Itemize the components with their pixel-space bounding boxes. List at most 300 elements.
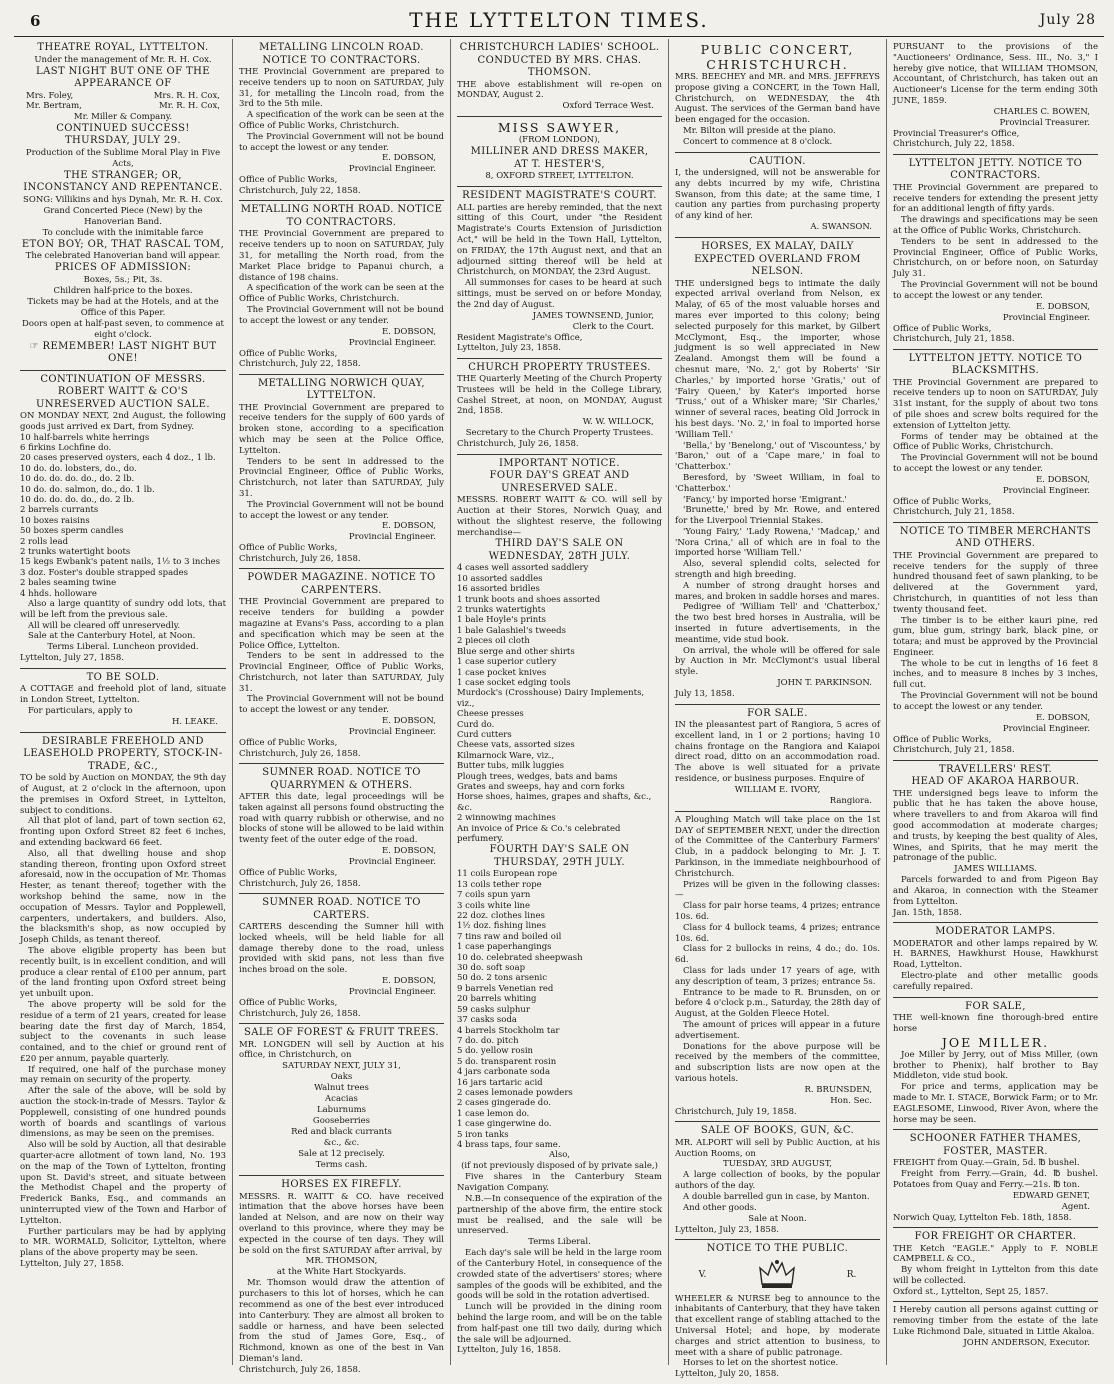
ad-date: Christchurch, July 21, 1858. [893, 334, 1015, 345]
column-5 [886, 39, 1104, 1365]
ad-office: Office of Public Works, [239, 348, 338, 359]
ad-text: A specification of the work can be seen at the Office of Public Works, Christchurch. [239, 110, 444, 131]
ad-heading: FOR SALE. [747, 707, 808, 719]
auctioneer-license-ad [893, 39, 1098, 155]
ad-text: By whom freight in Lyttelton from this date will be collected. [893, 1265, 1098, 1287]
ad-text: After the sale of the above, will be sold by auction the stock-in-trade of Messrs. Taylor & Popplewell, consisting of one hundred pounds worth of boards and scantlings of various dimensions, as may be seen on the premises. [20, 1086, 226, 1140]
ad-text: AFTER this date, legal proceedings will be taken against all persons found obstructing the road with quarry rubbish or otherwise, and no blocks of stone will be allowed to be laid within twenty feet of the outer edge of the road. [239, 792, 444, 846]
ad-line: (if not previously disposed of by private sale,) [461, 1161, 658, 1172]
ad-date: Christchurch, July 26, 1858. [239, 1364, 361, 1375]
list-item: 3 doz. Foster's double strapped spades [20, 567, 188, 578]
list-item: 1 bale Hoyle's prints [457, 615, 547, 626]
books-sale-ad [675, 1122, 880, 1240]
ad-subheading: FOUR DAY'S GREAT AND UNRESERVED SALE. [489, 470, 630, 494]
ad-office: Office of Public Works, [893, 323, 992, 334]
list-item: Walnut trees [314, 1083, 369, 1094]
signature-title: Provincial Engineer. [1002, 723, 1090, 734]
list-item: 2 cases lemonade powders [457, 1087, 573, 1098]
ad-subheading: AT T. HESTER'S, [514, 158, 605, 170]
ad-line: Under the management of Mr. R. H. Cox. [34, 54, 212, 65]
ad-text: MRS. BEECHEY and MR. and MRS. JEFFREYS propose giving a CONCERT, in the Town Hall, Christchurch, on WEDNESDAY, the 4th August. The services of the German band have been engaged for the occasion. [675, 72, 880, 126]
signature: E. DOBSON, [381, 326, 436, 337]
ad-heading: LYTTELTON JETTY. NOTICE TO BLACKSMITHS. [908, 352, 1083, 377]
ad-text: The Provincial Government will not be bound to accept the lowest or any tender. [239, 131, 444, 153]
list-item: 20 barrels whiting [457, 994, 537, 1005]
ad-text: Also, several splendid colts, selected for strength and high breeding. [675, 559, 880, 581]
ad-text: MR. ALPORT will sell by Public Auction, at his Auction Rooms, on [675, 1137, 880, 1159]
ad-text: Freight from Ferry.—Grain, 4d. ℔ bushel. Potatoes from Quay and Ferry.—21s. ℔ ton. [893, 1169, 1098, 1190]
list-item: Curd do. [457, 719, 495, 730]
list-item: Grates and sweeps, hay and corn forks [457, 781, 625, 792]
ad-heading: METALLING LINCOLN ROAD. NOTICE TO CONTRACTORS. [259, 42, 424, 66]
caution-ad [675, 153, 880, 238]
ad-text: For particulars, apply to [28, 705, 133, 716]
horses-firefly-ad [239, 1176, 444, 1379]
ad-text: Beresford, by 'Sweet William, in foal to 'Chatterbox.' [675, 472, 880, 494]
ad-text: THE Ketch "EAGLE." Apply to F. NOBLE CAMPBELL & CO., [893, 1243, 1098, 1265]
ad-subheading: ☞ REMEMBER! LAST NIGHT BUT ONE! [29, 340, 217, 364]
ad-line: Children half-price to the boxes. [53, 285, 193, 296]
ad-date: Christchurch, July 22, 1858. [239, 185, 361, 196]
list-item: 7 tins raw and boiled oil [457, 931, 562, 942]
list-item: 20 cases preserved oysters, each 4 doz., 1 lb. [20, 453, 216, 464]
goods-list [457, 563, 662, 844]
signature-title: Provincial Engineer. [348, 727, 436, 738]
list-item: 50 do. 2 tons arsenic [457, 973, 547, 984]
ad-text: The amount of prices will appear in a future advertisement. [675, 1019, 880, 1041]
issue-date: July 28 [1039, 12, 1096, 28]
ad-text: 'Young Fairy,' 'Lady Rowena,' 'Madcap,' and 'Nora Crina,' all of which are in foal to the imported horse 'William Tell.' [675, 526, 880, 559]
sale-day-heading: FOURTH DAY'S SALE ON THURSDAY, 29TH JULY. [489, 844, 630, 868]
ad-text: 'Brunette,' bred by Mr. Rowe, and entered for the Liverpool Triennial Stakes. [675, 505, 880, 527]
norwich-quay-ad [239, 375, 444, 570]
list-item: 16 assorted bridles [457, 584, 540, 595]
ad-text: THE undersigned begs leave to inform the public that he has taken the above house, where travellers to and from Akaroa will find good accommodation at moderate charges; and trusts, by keeping the best quality of Ales, Wines, and Spirits, that he may merit the patronage of the public. [893, 788, 1098, 864]
list-item: 37 casks soda [457, 1015, 517, 1026]
list-item: 2 trunks watertights [457, 605, 546, 616]
horse-name: JOE MILLER. [941, 1034, 1050, 1050]
ad-subheading: HEAD OF AKAROA HARBOUR. [911, 776, 1080, 788]
signature: WILLIAM E. IVORY, [734, 784, 821, 795]
list-item: 2 pieces oil cloth [457, 636, 530, 647]
ad-heading: RESIDENT MAGISTRATE'S COURT. [462, 190, 657, 202]
ad-date: Christchurch, July 26, 1858. [239, 553, 361, 564]
list-item: 1 trunk boots and shoes assorted [457, 594, 601, 605]
ad-date: July 13, 1858. [675, 689, 735, 700]
ad-date: Lyttelton, July 23, 1858. [675, 1224, 779, 1235]
ad-office: Provincial Treasurer's Office, [893, 128, 1020, 139]
ad-address: Rangiora. [829, 795, 872, 806]
signature: W. W. WILLOCK, [582, 417, 654, 428]
signature-title: Secretary to the Church Property Trustees. [465, 428, 654, 439]
ad-heading: FOR SALE, [965, 1000, 1026, 1012]
ad-text: Entrance to be made to R. Brunsden, on or before 4 o'clock p.m., Saturday, the 28th day of August, at the Golden Fleece Hotel. [675, 987, 880, 1020]
newspaper-title: THE LYTTELTON TIMES. [409, 8, 709, 32]
list-item: 1 case paperhangings [457, 942, 552, 953]
ad-line: at the White Hart Stockyards. [276, 1267, 407, 1278]
signature-title: Provincial Engineer. [348, 987, 436, 998]
ad-text: If required, one half of the purchase money may remain on security of the property. [20, 1064, 226, 1086]
column-3 [450, 39, 668, 1365]
ad-text: Further particulars may be had by applying to MR. WORMALD, Solicitor, Lyttelton, where plans of the above property may be seen. [20, 1226, 226, 1259]
ad-heading: MODERATOR LAMPS. [935, 926, 1056, 938]
ad-heading: MISS SAWYER, [497, 120, 622, 136]
play-title: THE STRANGER; OR, INCONSTANCY AND REPENTANCE. [23, 169, 223, 193]
list-item: 6 firkins Lochfine do. [20, 443, 112, 453]
ad-heading: SUMNER ROAD. NOTICE TO CARTERS. [262, 897, 421, 921]
ad-text: THE well-known fine thorough-bred entire horse [893, 1013, 1098, 1034]
concert-ad [675, 39, 880, 153]
goods-list [20, 433, 226, 600]
column-4 [668, 39, 886, 1380]
ad-text: THE above establishment will re-open on MONDAY, August 2. [457, 79, 662, 101]
list-item: 2 bales seaming twine [20, 578, 117, 589]
ad-text: Prizes will be given in the following classes:— [675, 879, 880, 901]
ad-text: A large collection of books, by the popular authors of the day. [675, 1170, 880, 1192]
signature-title: Hon. Sec. [830, 1095, 872, 1106]
ad-text: THE Provincial Government are prepared to receive tenders for the supply of three hundred thousand feet of sawn planking, to be delivered at the Government yard, Christchurch, in quantities of not less than twenty thousand feet. [893, 550, 1098, 615]
theatre-ad [20, 39, 226, 371]
ad-text: THE Provincial Government are prepared to receive tenders for extending the present jetty for an additional length of fifty yards. [893, 182, 1098, 215]
list-item: 16 jars tartaric acid [457, 1077, 543, 1088]
signature-title: Provincial Engineer. [348, 532, 436, 543]
trees-sale-ad [239, 1024, 444, 1176]
ad-subheading: LAST NIGHT BUT ONE OF THE APPEARANCE OF [36, 65, 210, 89]
ad-date: Oxford st., Lyttelton, Sept 25, 1857. [893, 1286, 1049, 1297]
ad-text: The Provincial Government will not be bound to accept the lowest or any tender. [893, 691, 1098, 712]
ad-text: A Ploughing Match will take place on the 1st DAY of SEPTEMBER NEXT, under the direction of the Committee of the Canterbury Farmers' Club, in a paddock belonging to Mr. J. T. Parkinson, in the immediate neighbourhood of Christchurch. [675, 814, 880, 879]
ad-text: N.B.—In consequence of the expiration of the partnership of the above firm, the entire stock must be realised, and the sale will be unreserved. [457, 1193, 662, 1237]
signature-title: Provincial Engineer. [348, 857, 436, 868]
list-item: 10 assorted saddles [457, 573, 543, 584]
list-item: Butter tubs, milk luggies [457, 761, 564, 772]
signature: E. DOBSON, [381, 153, 436, 164]
public-notice-ad [675, 1240, 880, 1384]
ad-line: Doors open at half-past seven, to commence at eight o'clock. [22, 318, 224, 340]
milliner-ad [457, 117, 662, 187]
lincoln-road-ad [239, 39, 444, 201]
powder-magazine-ad [239, 569, 444, 764]
ad-heading: METALLING NORTH ROAD. NOTICE TO CONTRACTORS. [240, 204, 443, 228]
ad-office: Office of Public Works, [893, 496, 992, 507]
ad-line: To conclude with the inimitable farce [42, 227, 204, 238]
signature-title: Provincial Engineer. [348, 337, 436, 348]
list-item: 50 boxes sperm candles [20, 526, 124, 537]
ad-text: For price and terms, application may be made to Mr. I. STACE, Borwick Farm; or to Mr. EAGLESOME, Linwood, River Avon, where the horse may be seen. [893, 1082, 1098, 1125]
list-item: Oaks [330, 1072, 353, 1083]
ad-heading: NOTICE TO THE PUBLIC. [706, 1243, 849, 1255]
list-item: 59 casks sulphur [457, 1004, 530, 1015]
list-item: 7 do. do. pitch [457, 1035, 519, 1046]
ad-text: Mr. Thomson would draw the attention of purchasers to this lot of horses, which he can recommend as one of the best ever introduced into Canterbury. They are almost all broken to saddle or harness, and have been selected from the stud of James Gore, Esq., of Richmond, known as one of the best in Van Dieman's land. [239, 1278, 444, 1364]
list-item: 10 half-barrels white herrings [20, 432, 150, 443]
goods-list [457, 869, 662, 1150]
list-item: 4 barrels Stockholm tar [457, 1025, 560, 1036]
list-item: Horse shoes, haimes, grapes and shafts, &c., &c. [457, 792, 652, 813]
travellers-rest-ad [893, 761, 1098, 923]
signature: E. DOBSON, [381, 521, 436, 532]
cast-name: Mr. Bertram, [26, 101, 82, 111]
list-item: 1 case socket edging tools [457, 677, 571, 688]
ad-date: THURSDAY, JULY 29. [64, 135, 182, 146]
ad-date: Christchurch, July 26, 1858. [239, 878, 361, 889]
ad-heading: POWDER MAGAZINE. NOTICE TO CARPENTERS. [247, 572, 436, 596]
ad-text: Five shares in the Canterbury Steam Navigation Company. [457, 1172, 662, 1194]
farce-title: ETON BOY; OR, THAT RASCAL TOM, [21, 238, 225, 250]
signature-title: Provincial Treasurer. [999, 117, 1090, 128]
ad-heading: TRAVELLERS' REST. [938, 763, 1053, 775]
ad-heading: HORSES, EX MALAY, DAILY EXPECTED OVERLAND FROM NELSON. [694, 241, 861, 278]
ad-text: Class for lads under 17 years of age, with any description of team, 3 prizes; entrance 5s. [675, 965, 880, 987]
ad-office: Office of Public Works, [239, 738, 338, 749]
sumner-carters-ad [239, 894, 444, 1024]
ad-subheading: CONTINUED SUCCESS! [56, 122, 190, 134]
signature: JAMES TOWNSEND, Junior, [532, 310, 654, 321]
list-item: 22 doz. clothes lines [457, 911, 545, 922]
column-2 [232, 39, 450, 1375]
cast-name: Mr. Miller & Company. [73, 111, 173, 122]
signature-title: Provincial Engineer. [348, 164, 436, 175]
list-item: 30 do. soft soap [457, 963, 526, 974]
freehold-ad [20, 733, 226, 1274]
church-property-ad [457, 359, 662, 455]
timber-merchants-ad [893, 523, 1098, 761]
list-item: Murdock's (Crosshouse) Dairy Implements, viz., [457, 688, 645, 709]
list-item: 10 do. do. do. do., do. 2 lb. [20, 495, 135, 506]
list-item: Curd cutters [457, 729, 512, 740]
masthead [14, 0, 1104, 37]
ad-text: The Provincial Government will not be bound to accept the lowest or any tender. [893, 453, 1098, 474]
list-item: 1 case superior cutlery [457, 657, 557, 668]
ad-heading: SALE OF BOOKS, GUN, &C. [700, 1125, 855, 1137]
ad-office: Office of Public Works, [239, 543, 338, 554]
list-item: Laburnums [316, 1105, 367, 1116]
ad-line: SONG: Villikins and hys Dynah, Mr. R. H. Cox. [23, 194, 223, 205]
moderator-lamps-ad [893, 923, 1098, 997]
crest-letter-v: V. [698, 1269, 707, 1280]
cast-name: Mrs. R. H. Cox, [153, 90, 220, 101]
list-item: 1 case lemon do. [457, 1108, 530, 1119]
signature: E. DOBSON, [381, 976, 436, 987]
list-item: 2 barrels currants [20, 505, 99, 516]
ad-text: Horses to let on the shortest notice. [683, 1358, 839, 1369]
ad-office: Office of Public Works, [239, 175, 338, 186]
ad-text: On arrival, the whole will be offered for sale by Auction in Mr. McClymont's usual liberal style. [675, 645, 880, 678]
jetty-contractors-ad [893, 155, 1098, 350]
list-item: 5 do. yellow rosin [457, 1046, 534, 1057]
signature: A. SWANSON. [810, 222, 872, 233]
list-item: 10 do. do. lobsters, do., do. [20, 463, 137, 474]
list-item: 4 jars carbonate soda [457, 1067, 551, 1078]
freight-charter-ad [893, 1228, 1098, 1302]
list-item: 7 coils spun yarn [457, 890, 531, 901]
column-1 [14, 39, 232, 1365]
ad-line: Terms Liberal. Luncheon provided. [47, 642, 199, 653]
ad-text: THE Quarterly Meeting of the Church Property Trustees will be held in the College Library, Cashel Street, at noon, on MONDAY, August 2nd, 1858. [457, 374, 662, 417]
ad-text: Donations for the above purpose will be received by the members of the committee, and subscription lists are now open at the various hotels. [675, 1041, 880, 1084]
signature: E. DOBSON, [1035, 301, 1090, 312]
crown-crest-icon [754, 1258, 800, 1292]
ad-text: The Provincial Government will not be bound to accept the lowest or any tender. [239, 694, 444, 716]
jetty-blacksmiths-ad [893, 350, 1098, 523]
ad-heading: NOTICE TO TIMBER MERCHANTS AND OTHERS. [899, 525, 1092, 550]
list-item: 9 barrels Venetian red [457, 983, 554, 994]
ad-text: Also will be sold by Auction, all that desirable quarter-acre allotment of town land, No. 193 on the map of the Town of Lyttelton, fronting upon St. David's street, and situate between the Methodist Chapel and the property of Frederick Banks, Esq., and commands an uninterrupted view of the Town and Harbor of Lyttelton. [20, 1140, 226, 1226]
rangiora-sale-ad [675, 705, 880, 812]
list-item: 5 do. transparent rosin [457, 1056, 557, 1067]
signature: CHARLES C. BOWEN, [993, 106, 1090, 117]
ad-subheading: PRICES OF ADMISSION: [54, 262, 192, 273]
ladies-school-ad [457, 39, 662, 117]
ad-text: THE Provincial Government are prepared to receive tenders for building a powder magazine at Evans's Pass, according to a plan and specification which may be seen at the Police Office, Lyttelton. [239, 597, 444, 651]
ad-text: WHEELER & NURSE beg to announce to the inhabitants of Canterbury, that they have taken that excellent range of stabling attached to the Universal Hotel; and hope, by moderate charges and strict attention to business, to meet with a share of public patronage. [675, 1293, 880, 1358]
ad-text: THE Provincial Government are prepared to receive tenders up to noon on SATURDAY, July 31st instant, for the supply of about two tons of pile shoes and screw bolts required for the extension of Lyttelton jetty. [893, 377, 1098, 431]
ad-heading: CHRISTCHURCH LADIES' SCHOOL. CONDUCTED BY MRS. CHAS. THOMSON. [459, 42, 660, 78]
ad-date: Lyttelton, July 27, 1858. [20, 653, 124, 664]
ad-text: Parcels forwarded to and from Pigeon Bay and Akaroa, in connection with the Steamer from Lyttelton. [893, 875, 1098, 907]
list-item: Cheese vats, assorted sizes [457, 740, 575, 751]
ad-line: Sale at Noon. [748, 1213, 807, 1224]
ad-text: The Provincial Government will not be bound to accept the lowest or any tender. [239, 304, 444, 326]
signature: E. DOBSON, [1035, 712, 1090, 723]
signature: JAMES WILLIAMS. [954, 864, 1037, 875]
ad-text: Class for pair horse teams, 4 prizes; entrance 10s. 6d. [675, 901, 880, 922]
ad-text: Joe Miller by Jerry, out of Miss Miller, (own brother to Phenix), half brother to Bay Middleton, vide stud book. [893, 1049, 1098, 1082]
ad-line: Grand Concerted Piece (New) by the Hanoverian Band. [43, 205, 203, 227]
ad-text: THE Provincial Government are prepared to receive tenders for the supply of 600 yards of broken stone, according to a specification which may be seen at the Police Office, Lyttelton. [239, 402, 444, 456]
list-item: 2 cases gingerade do. [457, 1098, 551, 1109]
ad-text: Tenders to be sent in addressed to the Provincial Engineer, Office of Public Works, Christchurch, on or before noon, on Saturday July 31. [893, 236, 1098, 280]
ad-date: Lyttelton, July 20, 1858. [675, 1369, 779, 1380]
ad-date: Christchurch, July 22, 1858. [239, 359, 361, 370]
signature: EDWARD GENET, [1012, 1190, 1090, 1201]
cast-row [20, 91, 226, 102]
signature: E. DOBSON, [381, 716, 436, 727]
royal-crest [675, 1256, 880, 1294]
auction-ad [20, 371, 226, 669]
ad-text: Concert to commence at 8 o'clock. [683, 136, 833, 147]
ad-heading: SALE OF FOREST & FRUIT TREES. [243, 1027, 440, 1039]
ad-address: Oxford Terrace West. [562, 101, 654, 112]
ad-date: Lyttelton, July 23, 1858. [457, 343, 561, 354]
ad-heading: HORSES EX FIREFLY. [281, 1179, 402, 1191]
signature-title: Provincial Engineer. [1002, 312, 1090, 323]
ad-text: The above property will be sold for the residue of a term of 21 years, created for lease bearing date the first day of March, 1854, subject to the covenants in such lease contained, and to the chief or ground rent of £20 per annum, payable quarterly. [20, 999, 226, 1064]
list-item: An invoice of Price & Co.'s celebrated perfumery. [457, 823, 621, 844]
ad-subheading: MILLINER AND DRESS MAKER, [470, 146, 649, 158]
list-item: 4 brass taps, four same. [457, 1139, 561, 1150]
ad-line: Also, [548, 1150, 571, 1161]
signature: E. DOBSON, [381, 846, 436, 857]
ad-heading: THEATRE ROYAL, LYTTELTON. [37, 42, 209, 53]
ad-text: The whole to be cut in lengths of 16 feet 8 inches, and to measure 8 inches by 3 inches, full cut. [893, 658, 1098, 691]
ad-text: THE undersigned begs to intimate the daily expected arrival overland from Nelson, ex Malay, of 65 of the most valuable horses and mares ever imported to this colony; being selected purposely for this market, by Gilbert McClymont, Esq., the importer, whose judgment is so well appreciated in New Zealand. Amongst them will be found a chesnut mare, 'No. 2,' got by Roberts' 'Sir Charles,' by imported horse 'Gratis,' out of 'Fairy Queen,' by Kater's imported horse 'Truss,' out of a Whisker mare; 'Sir Charles,' winner of several races, beating Old Jorrock in his best days. 'No. 2,' in foal to imported horse 'William Tell.' [675, 278, 880, 440]
list-item: 2 winnowing machines [457, 813, 556, 824]
ad-date: Christchurch, July 26, 1858. [457, 439, 579, 450]
list-item: 10 boxes raisins [20, 515, 90, 526]
list-item: 1½ doz. fishing lines [457, 921, 546, 932]
schooner-ad [893, 1130, 1098, 1228]
ad-heading: FOR FREIGHT OR CHARTER. [914, 1231, 1077, 1243]
ad-text: Pedigree of 'William Tell' and 'Chatterbox,' the two best bred horses in Australia, will be inserted in future advertisements, in the meantime, vide stud book. [675, 602, 880, 645]
ad-date: SATURDAY NEXT, JULY 31, [282, 1061, 401, 1072]
malay-horses-ad [675, 238, 880, 704]
ad-text: THE Provincial Government are prepared to receive tenders up to noon on SATURDAY, July 31, for metalling the North road, from the Market Place bridge to Papanui church, a distance of 198 chains. [239, 229, 444, 283]
ad-date: Jan. 15th, 1858. [893, 907, 962, 918]
ad-date: Christchurch, July 22, 1858. [893, 139, 1015, 150]
ad-text: PURSUANT to the provisions of the "Auctioneers' Ordinance, Sess. III., No. 3," I hereby give notice, that WILLIAM THOMSON, Accountant, of Christchurch, has taken out an Auctioneer's License for the term ending 30th JUNE, 1859. [893, 42, 1098, 106]
list-item: Plough trees, wedges, bats and bams [457, 771, 618, 782]
cast-row [20, 101, 226, 112]
signature-title: Clerk to the Court. [572, 321, 654, 332]
ad-date: Christchurch, July 21, 1858. [893, 745, 1015, 756]
cast-name: Mr. R. H. Cox, [159, 101, 220, 111]
ad-text: A specification of the work can be seen at the Office of Public Works, Christchurch. [239, 283, 444, 305]
ad-line: Terms Liberal. [528, 1237, 591, 1248]
ad-text: A COTTAGE and freehold plot of land, situate in London Street, Lyttelton. [20, 684, 226, 706]
horse-for-sale-ad [893, 998, 1098, 1131]
signature: MR. THOMSON, [305, 1256, 378, 1267]
list-item: 10 do. do. do. do., do. 2 lb. [20, 474, 135, 485]
cottage-ad [20, 669, 226, 733]
timber-caution-ad [893, 1302, 1098, 1352]
ad-heading: CONTINUATION OF MESSRS. ROBERT WAITT & CO'S UNRESERVED AUCTION SALE. [36, 373, 210, 410]
list-item: 4 cases well assorted saddlery [457, 563, 589, 574]
ad-text: Class for 2 bullocks in reins, 4 do.; do. 10s. 6d. [675, 944, 880, 966]
ad-text: Tenders to be sent in addressed to the Provincial Engineer, Office of Public Works, Christchurch, not later than SATURDAY, July 31. [239, 456, 444, 499]
ad-text: The timber is to be either kauri pine, red gum, blue gum, stringy bark, black pine, or totara; and must be approved by the Provincial Engineer. [893, 615, 1098, 658]
ad-date: TUESDAY, 3RD AUGUST, [723, 1159, 832, 1170]
court-ad [457, 187, 662, 358]
ad-text: Tenders to be sent in addressed to the Provincial Engineer, Office of Public Works, Christchurch, not later than SATURDAY, July 31. [239, 651, 444, 694]
ad-date: Christchurch, July 19, 1858. [675, 1106, 797, 1117]
list-item: Kilmarnock Ware, viz., [457, 750, 555, 761]
ad-text: A double barrelled gun in case, by Manton. [683, 1191, 870, 1202]
ad-text: All summonses for cases to be heard at such sittings, must be served on or before Monday, the 2nd day of August. [457, 278, 662, 310]
ad-text: And other goods. [683, 1202, 757, 1213]
ad-text: Sale at the Canterbury Hotel, at Noon. [28, 631, 196, 642]
ad-address: 8, OXFORD STREET, LYTTELTON. [485, 171, 634, 182]
signature: H. LEAKE. [171, 716, 218, 727]
ad-text: A number of strong draught horses and mares, and broken in saddle horses and mares. [675, 580, 880, 602]
ad-text: TO be sold by Auction on MONDAY, the 9th day of August, at 2 o'clock in the afternoon, upon the premises in Oxford Street, in Lyttelton, subject to conditions. [20, 773, 226, 816]
ad-date: Christchurch, July 26, 1858. [239, 748, 361, 759]
page-number: 6 [30, 12, 41, 30]
ad-heading: METALLING NORWICH QUAY, LYTTELTON. [258, 377, 425, 402]
ad-heading: CAUTION. [749, 155, 806, 167]
list-item: 3 coils white line [457, 900, 531, 911]
ad-date: Norwich Quay, Lyttelton Feb. 18th, 1858. [893, 1212, 1072, 1223]
signature: R. BRUNSDEN, [804, 1084, 872, 1095]
ad-text: IN the pleasantest part of Rangiora, 5 acres of excellent land, in 1 or 2 portions; having 10 chains frontage on the Rangiora and Kaiapoi direct road, ditto on an accommodation road. The above is well situated for a private residence, or business purposes. Enquire of [675, 720, 880, 785]
ad-text: 'Fancy,' by imported horse 'Emigrant.' [683, 494, 847, 505]
ad-text: CARTERS descending the Sumner hill with locked wheels, will be held liable for all damage thereby done to the road, unless provided with skid pans, not less than five inches broad on the sole. [239, 922, 444, 976]
ad-date: Christchurch, July 26, 1858. [239, 1008, 361, 1019]
ad-heading: SCHOONER FATHER THAMES, FOSTER, MASTER. [909, 1133, 1082, 1157]
sumner-quarrymen-ad [239, 764, 444, 894]
columns [14, 39, 1104, 1380]
signature-title: Agent. [1061, 1201, 1090, 1212]
list-item: Cheese presses [457, 709, 524, 720]
list-item: Gooseberries [312, 1116, 371, 1127]
ad-heading: DESIRABLE FREEHOLD AND LEASEHOLD PROPERTY, STOCK-IN-TRADE, &C., [23, 735, 223, 772]
ad-text: All that plot of land, part of town section 62, fronting upon Oxford Street 82 feet 6 inches, and extending backward 66 feet. [20, 816, 226, 848]
ad-text: MESSRS. R. WAITT & CO. have received intimation that the above horses have been landed at Nelson, and are now on their way overland to this province, where they may be expected in the course of ten days. They will be sold on the first SATURDAY after arrival, by [239, 1191, 444, 1256]
ad-text: The drawings and specifications may be seen at the Office of Public Works, Christchurch. [893, 215, 1098, 236]
ad-text: Class for 4 bullock teams, 4 prizes; entrance 10s. 6d. [675, 922, 880, 944]
list-item: 1 case gingerwine do. [457, 1119, 552, 1130]
list-item: &c., &c. [323, 1138, 360, 1149]
